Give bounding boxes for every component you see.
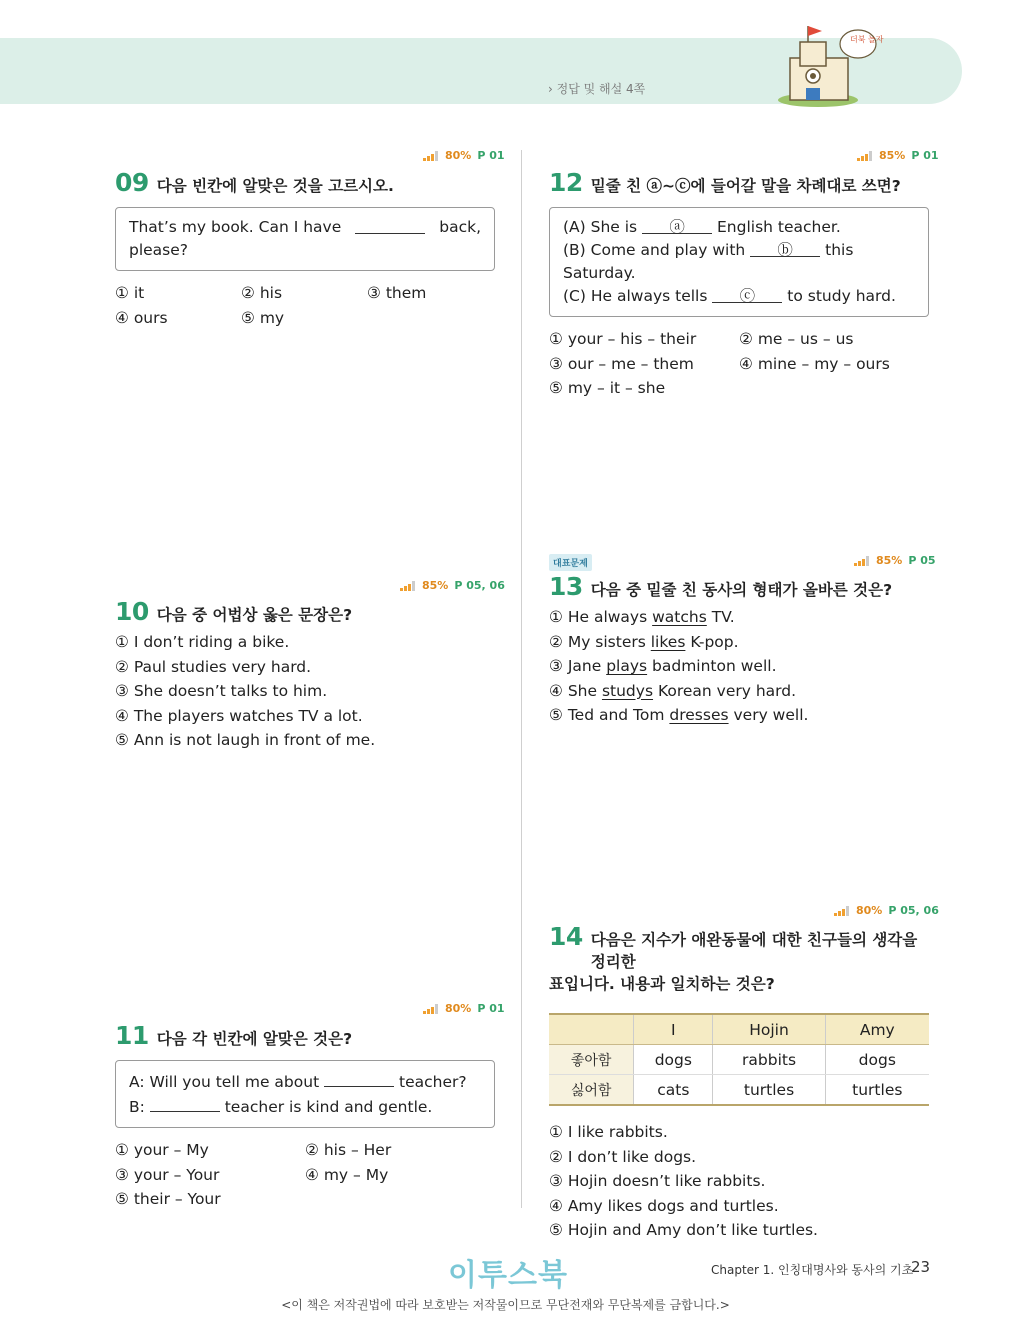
option[interactable]: ① I like rabbits. [549,1123,668,1141]
table-cell: dogs [825,1045,929,1075]
option[interactable]: ⑤ my [241,308,285,327]
table-header-cell: Hojin [713,1014,825,1045]
q12-number: 12 [549,168,583,197]
underlined-verb: plays [606,657,648,675]
option[interactable] [549,630,929,655]
q10-options [115,630,495,753]
table-row [549,1075,929,1106]
option[interactable] [549,703,929,728]
option-text: badminton well. [647,657,777,675]
option[interactable]: ② Paul studies very hard. [115,657,312,676]
question-13 [549,572,929,728]
option[interactable]: ② his – Her [305,1141,392,1159]
difficulty-bars-icon [423,1004,439,1014]
q11-meta [423,1002,505,1015]
option-text: TV. [706,608,735,626]
underlined-verb: likes [650,632,686,651]
q11-page-ref: P 01 [477,1002,505,1015]
q10-page-ref: P 05, 06 [454,579,505,592]
q11-line-a: A: Will you tell me about [129,1073,320,1091]
q12-line-b: (B) Come and play with [563,241,746,259]
option[interactable]: ① your – My [115,1141,209,1159]
option[interactable]: ④ ours [115,308,168,327]
option[interactable]: ⑤ my – it – she [549,379,666,397]
table-header-cell [549,1014,634,1045]
q12-options [549,327,929,401]
option[interactable]: ④ my – My [305,1165,389,1184]
option[interactable]: ⑤ their – Your [115,1190,221,1208]
q12-line-c-after: to study hard. [787,287,896,305]
q13-options [549,605,929,728]
option-text: very well. [728,706,809,724]
q11-blank-a [324,1069,394,1087]
table-cell: turtles [713,1075,825,1106]
svg-text:더북 놀자: 더북 놀자 [850,35,884,44]
q09-box-line2: please? [129,241,189,259]
underlined-verb: watchs [652,608,707,626]
table-cell: turtles [825,1075,929,1106]
table-cell: rabbits [713,1045,825,1075]
option-text: ④ She [549,681,602,700]
q13-number: 13 [549,572,583,601]
q12-text: 밑줄 친 ⓐ~ⓒ에 들어갈 말을 차례대로 쓰면? [590,177,901,195]
q12-blank-c: ⓒ [712,285,782,303]
q14-table [549,1013,929,1106]
option[interactable] [549,605,929,630]
table-header-row [549,1014,929,1045]
q14-text-line2: 표입니다. 내용과 일치하는 것은? [549,975,775,993]
option-text: ③ Jane [549,657,607,675]
q14-text-line1: 다음은 지수가 애완동물에 대한 친구들의 생각을 정리한 [590,931,918,971]
difficulty-bars-icon [854,556,870,566]
option[interactable]: ③ your – Your [115,1165,220,1184]
option[interactable]: ④ The players watches TV a lot. [115,706,363,725]
q09-box-after: back, [439,218,481,236]
q11-percent: 80% [445,1002,472,1015]
q12-line-b-after: this Saturday. [563,241,854,282]
option[interactable] [549,679,929,704]
option[interactable]: ⑤ Hojin and Amy don’t like turtles. [549,1221,818,1239]
q13-meta [854,554,936,567]
option-text: Korean very hard. [653,681,797,700]
page-number: 23 [911,1258,931,1276]
option[interactable]: ⑤ Ann is not laugh in front of me. [115,731,376,749]
publisher-logo: 이투스북 [448,1258,568,1293]
underlined-verb: dresses [669,706,729,724]
q12-line-c: (C) He always tells [563,287,708,305]
q13-percent: 85% [876,554,903,567]
underlined-verb: studys [601,681,654,700]
option[interactable]: ① your – his – their [549,330,697,348]
difficulty-bars-icon [857,151,873,161]
q10-number: 10 [115,597,149,626]
q09-text: 다음 빈칸에 알맞은 것을 고르시오. [156,177,394,195]
q12-blank-a: ⓐ [642,216,712,234]
q11-box [115,1060,495,1128]
q12-line-a-after: English teacher. [717,218,841,236]
q12-percent: 85% [879,149,906,162]
copyright-notice: <이 책은 저작권법에 따라 보호받는 저작물이므로 무단전재와 무단복제를 금합니다.> [281,1298,730,1312]
option[interactable]: ③ Hojin doesn’t like rabbits. [549,1172,766,1190]
difficulty-bars-icon [423,151,439,161]
q13-page-ref: P 05 [908,554,936,567]
option-text: ① He always [549,608,653,626]
option[interactable]: ② his [241,284,283,302]
option[interactable]: ④ Amy likes dogs and turtles. [549,1196,779,1215]
option[interactable]: ① I don’t riding a bike. [115,633,290,651]
representative-badge: 대표문제 [549,554,592,571]
q12-box [549,207,929,317]
q13-text: 다음 중 밑줄 친 동사의 형태가 올바른 것은? [590,581,893,599]
table-row [549,1045,929,1075]
difficulty-bars-icon [834,906,850,916]
table-row-header: 좋아함 [549,1045,634,1075]
option[interactable]: ② me – us – us [739,330,854,348]
table-cell: dogs [634,1045,713,1075]
q11-text: 다음 각 빈칸에 알맞은 것은? [156,1030,353,1048]
question-14 [549,922,929,1243]
question-10 [115,597,495,753]
q09-blank [355,216,425,234]
q09-box [115,207,495,271]
q09-page-ref: P 01 [477,149,505,162]
q09-number: 09 [115,168,149,197]
option[interactable]: ① it [115,284,145,302]
q14-options [549,1120,929,1243]
option[interactable]: ② I don’t like dogs. [549,1147,697,1166]
q09-percent: 80% [445,149,472,162]
option[interactable]: ④ mine – my – ours [739,354,890,373]
option[interactable]: ③ She doesn’t talks to him. [115,682,328,700]
difficulty-bars-icon [400,581,416,591]
option-text: ② My sisters [549,632,651,651]
q11-options [115,1138,495,1212]
q09-options [115,281,495,330]
option-text: K-pop. [685,632,739,651]
q11-number: 11 [115,1021,149,1050]
question-09 [115,168,495,330]
q09-box-text: That’s my book. Can I have [129,218,342,236]
option[interactable]: ③ our – me – them [549,354,694,373]
q11-line-a-after: teacher? [399,1073,467,1091]
q14-percent: 80% [856,904,883,917]
q12-meta [857,149,939,162]
option-text: ⑤ Ted and Tom [549,706,670,724]
table-header-cell: I [634,1014,713,1045]
option[interactable]: ③ them [367,284,427,302]
q10-percent: 85% [422,579,449,592]
castle-mascot-icon [770,22,890,108]
q11-line-b-after: teacher is kind and gentle. [224,1098,433,1116]
q11-line-b: B: [129,1098,145,1116]
answer-reference: › 정답 및 해설 4쪽 [548,82,646,96]
q14-number: 14 [549,922,583,951]
table-header-cell: Amy [825,1014,929,1045]
option[interactable] [549,654,929,679]
q12-line-a: (A) She is [563,218,638,236]
q10-text: 다음 중 어법상 옳은 문장은? [156,606,353,624]
question-12 [549,168,929,401]
question-11 [115,1021,495,1212]
table-row-header: 싫어함 [549,1075,634,1106]
q12-blank-b: ⓑ [750,239,820,257]
column-divider [521,150,522,1208]
q10-meta [400,579,505,592]
q11-blank-b [150,1094,220,1112]
q12-page-ref: P 01 [911,149,939,162]
q14-meta [834,904,939,917]
chapter-title: Chapter 1. 인칭대명사와 동사의 기초 [711,1263,914,1277]
q09-meta [423,149,505,162]
table-cell: cats [634,1075,713,1106]
q14-page-ref: P 05, 06 [888,904,939,917]
